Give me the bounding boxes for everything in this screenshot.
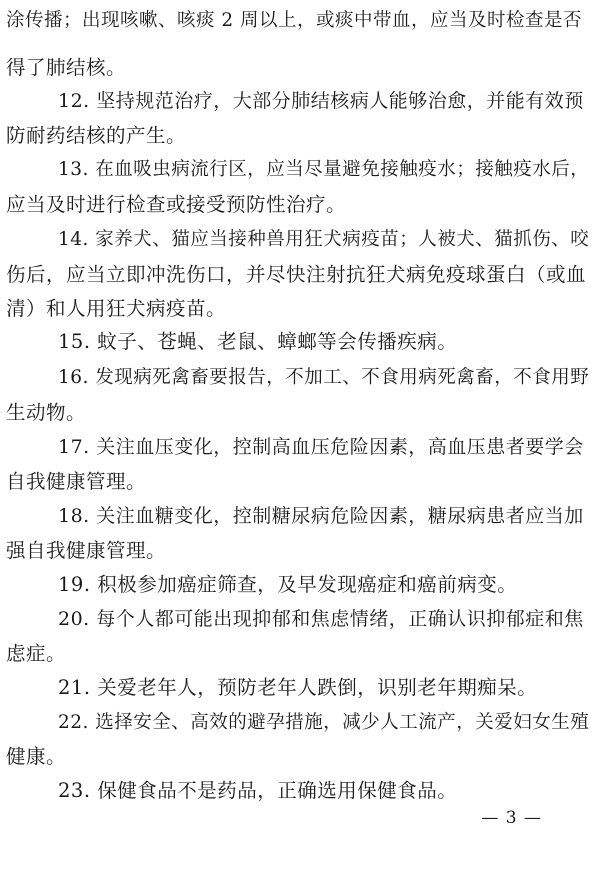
item-18-line-1: 18. 关注血糖变化，控制糖尿病危险因素，糖尿病患者应当加 [58, 505, 584, 527]
item-21-line-1: 21. 关爱老年人，预防老年人跌倒，识别老年期痴呆。 [58, 676, 538, 699]
item-14-line-2: 伤后，应当立即冲洗伤口，并尽快注射抗狂犬病免疫球蛋白（或血 [6, 263, 587, 286]
item-17-line-2: 自我健康管理。 [6, 470, 147, 493]
text-line-2: 得了肺结核。 [6, 56, 127, 79]
item-15-line-1: 15. 蚊子、苍蝇、老鼠、蟑螂等会传播疾病。 [58, 330, 458, 353]
item-16-line-1: 16. 发现病死禽畜要报告，不加工、不食用病死禽畜，不食用野 [58, 367, 590, 388]
item-23-line-1: 23. 保健食品不是药品，正确选用保健食品。 [58, 779, 458, 802]
item-16-line-2: 生动物。 [6, 401, 87, 424]
item-20-line-2: 虑症。 [6, 642, 67, 665]
item-14-line-3: 清）和人用狂犬病疫苗。 [6, 297, 227, 320]
page-number: — 3 — [481, 808, 542, 828]
item-22-line-2: 健康。 [6, 745, 67, 768]
item-13-line-2: 应当及时进行检查或接受预防性治疗。 [6, 193, 347, 216]
item-14-line-1: 14. 家养犬、猫应当接种兽用狂犬病疫苗；人被犬、猫抓伤、咬 [58, 229, 590, 250]
item-18-line-2: 强自我健康管理。 [6, 539, 167, 562]
item-12-line-1: 12. 坚持规范治疗，大部分肺结核病人能够治愈，并能有效预 [58, 90, 584, 112]
item-17-line-1: 17. 关注血压变化，控制高血压危险因素，高血压患者要学会 [58, 436, 584, 458]
item-19-line-1: 19. 积极参加癌症筛查，及早发现癌症和癌前病变。 [58, 573, 518, 596]
item-12-line-2: 防耐药结核的产生。 [6, 124, 187, 147]
text-line-1: 涂传播；出现咳嗽、咳痰 2 周以上，或痰中带血，应当及时检查是否 [6, 10, 583, 31]
item-20-line-1: 20. 每个人都可能出现抑郁和焦虑情绪，正确认识抑郁症和焦 [58, 608, 584, 630]
item-22-line-1: 22. 选择安全、高效的避孕措施，减少人工流产，关爱妇女生殖 [58, 712, 590, 733]
item-13-line-1: 13. 在血吸虫病流行区，应当尽量避免接触疫水；接触疫水后， [58, 159, 590, 180]
